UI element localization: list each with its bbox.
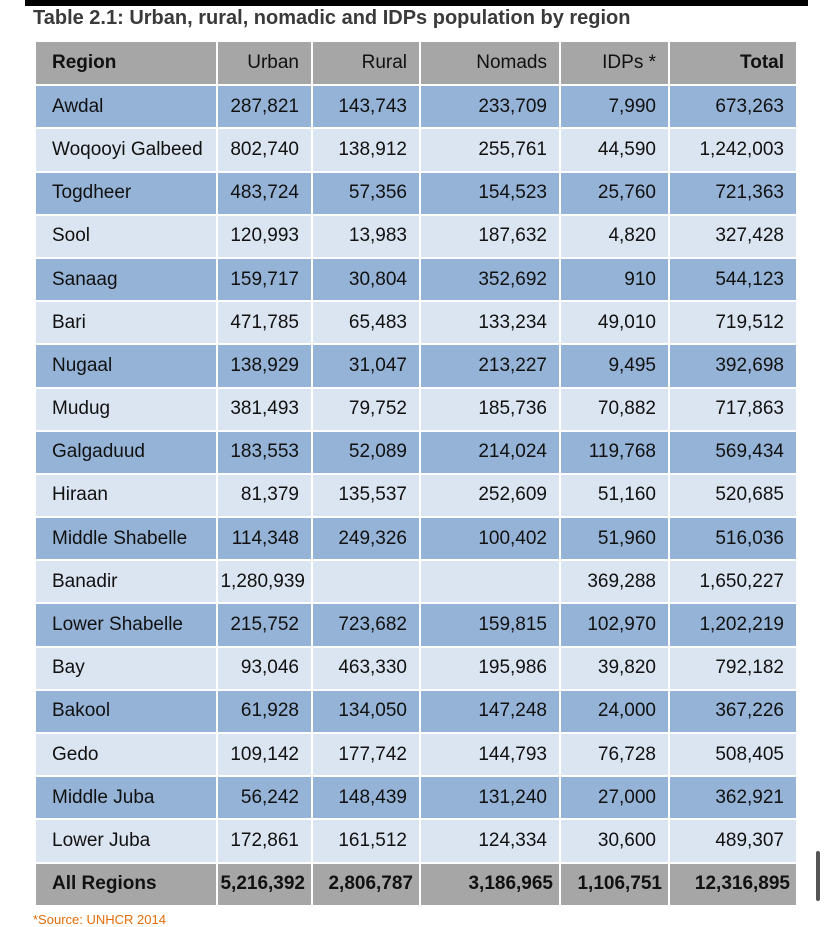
cell-region: Bakool <box>36 690 217 733</box>
table-caption: Table 2.1: Urban, rural, nomadic and IDPs population by region <box>33 7 631 29</box>
cell-urban: 120,993 <box>217 215 312 258</box>
cell-idps: 24,000 <box>560 690 669 733</box>
top-rule <box>25 0 808 6</box>
cell-urban: 114,348 <box>217 517 312 560</box>
cell-urban: 61,928 <box>217 690 312 733</box>
cell-rural: 463,330 <box>312 647 420 690</box>
cell-nomads: 131,240 <box>420 776 560 819</box>
cell-nomads: 252,609 <box>420 474 560 517</box>
cell-region: Hiraan <box>36 474 217 517</box>
cell-rural <box>312 560 420 603</box>
cell-total: 792,182 <box>669 647 796 690</box>
cell-urban: 802,740 <box>217 128 312 171</box>
cell-total: 508,405 <box>669 733 796 776</box>
table-row <box>36 301 796 344</box>
table-row <box>36 690 796 733</box>
cell-nomads: 187,632 <box>420 215 560 258</box>
cell-urban: 471,785 <box>217 301 312 344</box>
cell-idps: 910 <box>560 258 669 301</box>
cell-idps: 7,990 <box>560 85 669 128</box>
cell-nomads: 154,523 <box>420 172 560 215</box>
cell-nomads: 133,234 <box>420 301 560 344</box>
cell-total: 1,202,219 <box>669 603 796 646</box>
cell-idps: 70,882 <box>560 388 669 431</box>
cell-urban: 1,280,939 <box>217 560 312 603</box>
cell-urban: 287,821 <box>217 85 312 128</box>
table-row <box>36 172 796 215</box>
column-header-region: Region <box>36 42 217 85</box>
cell-nomads: 233,709 <box>420 85 560 128</box>
cell-urban: 81,379 <box>217 474 312 517</box>
cell-region: Lower Juba <box>36 819 217 862</box>
cell-region: Nugaal <box>36 344 217 387</box>
cell-urban: 172,861 <box>217 819 312 862</box>
cell-rural: 138,912 <box>312 128 420 171</box>
cell-rural: 135,537 <box>312 474 420 517</box>
cell-nomads: 144,793 <box>420 733 560 776</box>
cell-region: Sool <box>36 215 217 258</box>
cell-nomads: 147,248 <box>420 690 560 733</box>
cell-total: 516,036 <box>669 517 796 560</box>
table-row <box>36 128 796 171</box>
cell-total: 719,512 <box>669 301 796 344</box>
cell-nomads: 255,761 <box>420 128 560 171</box>
cell-total: 721,363 <box>669 172 796 215</box>
table-row <box>36 647 796 690</box>
cell-urban: 183,553 <box>217 431 312 474</box>
cell-nomads: 352,692 <box>420 258 560 301</box>
cell-rural: 134,050 <box>312 690 420 733</box>
cell-idps: 9,495 <box>560 344 669 387</box>
cell-rural: 723,682 <box>312 603 420 646</box>
cell-region: Awdal <box>36 85 217 128</box>
cell-total: 489,307 <box>669 819 796 862</box>
scroll-indicator[interactable] <box>816 851 820 901</box>
cell-rural: 30,804 <box>312 258 420 301</box>
cell-rural: 249,326 <box>312 517 420 560</box>
cell-nomads: 159,815 <box>420 603 560 646</box>
table-row <box>36 215 796 258</box>
table-row <box>36 388 796 431</box>
cell-nomads: 124,334 <box>420 819 560 862</box>
totals-nomads-cell: 3,186,965 <box>420 863 560 906</box>
table-row <box>36 776 796 819</box>
cell-total: 717,863 <box>669 388 796 431</box>
cell-idps: 369,288 <box>560 560 669 603</box>
table-row <box>36 517 796 560</box>
cell-nomads <box>420 560 560 603</box>
cell-rural: 31,047 <box>312 344 420 387</box>
totals-total-cell: 12,316,895 <box>669 863 796 906</box>
cell-region: Woqooyi Galbeed <box>36 128 217 171</box>
cell-urban: 109,142 <box>217 733 312 776</box>
cell-idps: 4,820 <box>560 215 669 258</box>
cell-idps: 44,590 <box>560 128 669 171</box>
cell-nomads: 185,736 <box>420 388 560 431</box>
table-row <box>36 733 796 776</box>
cell-nomads: 100,402 <box>420 517 560 560</box>
totals-row <box>36 863 796 906</box>
table-body <box>36 85 796 862</box>
totals-rural-cell: 2,806,787 <box>312 863 420 906</box>
cell-region: Lower Shabelle <box>36 603 217 646</box>
cell-region: Mudug <box>36 388 217 431</box>
cell-urban: 483,724 <box>217 172 312 215</box>
table-row <box>36 560 796 603</box>
cell-idps: 102,970 <box>560 603 669 646</box>
cell-total: 544,123 <box>669 258 796 301</box>
cell-total: 569,434 <box>669 431 796 474</box>
cell-idps: 76,728 <box>560 733 669 776</box>
cell-region: Togdheer <box>36 172 217 215</box>
column-header-total: Total <box>669 42 796 85</box>
cell-total: 520,685 <box>669 474 796 517</box>
table-header-row <box>36 42 796 85</box>
cell-region: Galgaduud <box>36 431 217 474</box>
cell-nomads: 195,986 <box>420 647 560 690</box>
totals-urban-cell: 5,216,392 <box>217 863 312 906</box>
table-row <box>36 344 796 387</box>
cell-urban: 138,929 <box>217 344 312 387</box>
cell-idps: 119,768 <box>560 431 669 474</box>
cell-rural: 177,742 <box>312 733 420 776</box>
source-note: *Source: UNHCR 2014 <box>33 912 166 927</box>
cell-region: Banadir <box>36 560 217 603</box>
totals-idps-cell: 1,106,751 <box>560 863 669 906</box>
cell-region: Sanaag <box>36 258 217 301</box>
cell-region: Gedo <box>36 733 217 776</box>
cell-rural: 79,752 <box>312 388 420 431</box>
cell-rural: 13,983 <box>312 215 420 258</box>
cell-nomads: 213,227 <box>420 344 560 387</box>
cell-rural: 148,439 <box>312 776 420 819</box>
cell-total: 367,226 <box>669 690 796 733</box>
cell-nomads: 214,024 <box>420 431 560 474</box>
cell-urban: 215,752 <box>217 603 312 646</box>
table-row <box>36 819 796 862</box>
table-row <box>36 85 796 128</box>
cell-region: Bay <box>36 647 217 690</box>
cell-total: 392,698 <box>669 344 796 387</box>
cell-urban: 381,493 <box>217 388 312 431</box>
cell-idps: 51,160 <box>560 474 669 517</box>
cell-urban: 56,242 <box>217 776 312 819</box>
cell-idps: 25,760 <box>560 172 669 215</box>
population-table <box>36 42 796 907</box>
cell-rural: 143,743 <box>312 85 420 128</box>
cell-idps: 51,960 <box>560 517 669 560</box>
cell-idps: 49,010 <box>560 301 669 344</box>
table-row <box>36 431 796 474</box>
cell-idps: 30,600 <box>560 819 669 862</box>
table-row <box>36 474 796 517</box>
cell-urban: 159,717 <box>217 258 312 301</box>
cell-rural: 161,512 <box>312 819 420 862</box>
cell-idps: 27,000 <box>560 776 669 819</box>
cell-region: Bari <box>36 301 217 344</box>
column-header-urban: Urban <box>217 42 312 85</box>
column-header-nomads: Nomads <box>420 42 560 85</box>
column-header-rural: Rural <box>312 42 420 85</box>
cell-region: Middle Shabelle <box>36 517 217 560</box>
cell-total: 327,428 <box>669 215 796 258</box>
cell-rural: 52,089 <box>312 431 420 474</box>
column-header-idps: IDPs * <box>560 42 669 85</box>
totals-region-cell: All Regions <box>36 863 217 906</box>
cell-total: 362,921 <box>669 776 796 819</box>
table-row <box>36 603 796 646</box>
table-row <box>36 258 796 301</box>
cell-total: 1,650,227 <box>669 560 796 603</box>
cell-rural: 65,483 <box>312 301 420 344</box>
cell-urban: 93,046 <box>217 647 312 690</box>
cell-total: 1,242,003 <box>669 128 796 171</box>
cell-rural: 57,356 <box>312 172 420 215</box>
cell-region: Middle Juba <box>36 776 217 819</box>
cell-idps: 39,820 <box>560 647 669 690</box>
cell-total: 673,263 <box>669 85 796 128</box>
population-table-container <box>36 42 796 907</box>
